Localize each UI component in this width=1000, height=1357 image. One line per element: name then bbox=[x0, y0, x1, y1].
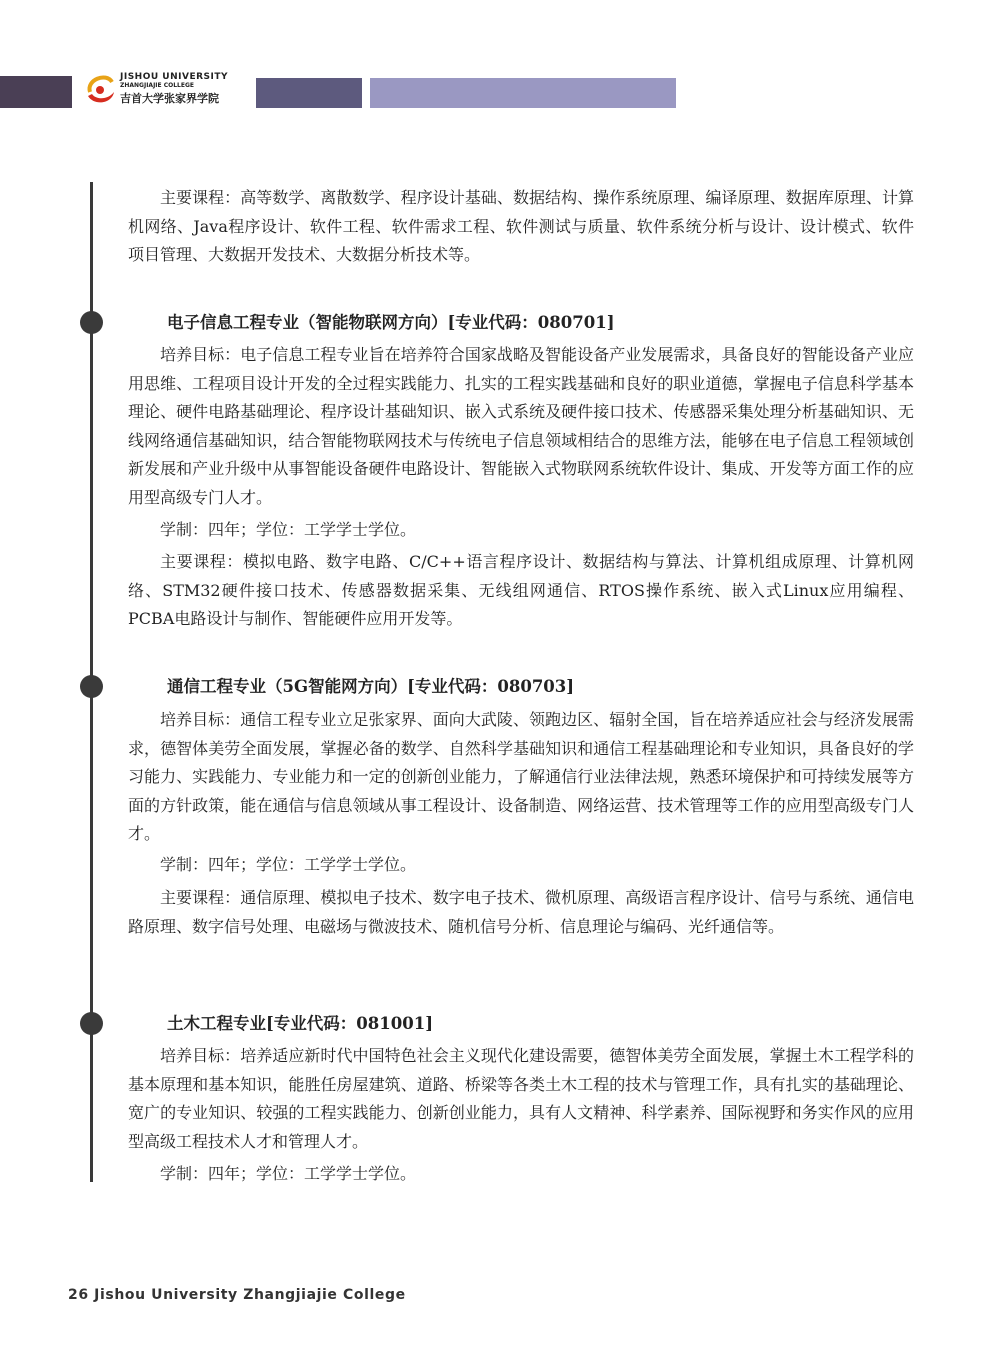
major-heading: 电子信息工程专业（智能物联网方向）[专业代码：080701] bbox=[167, 313, 615, 332]
logo-swirl-icon bbox=[84, 70, 118, 108]
logo-name-en: JISHOU UNIVERSITY bbox=[120, 72, 229, 82]
training-goal-paragraph: 培养目标：电子信息工程专业旨在培养符合国家战略及智能设备产业发展需求，具备良好的智能设备产业应用思维、工程项目设计开发的全过程实践能力、扎实的工程实践基础和良好的职业道德，掌握电子信息科学基本理论、硬件电路基础理论、程序设计基础知识、嵌入式系统及硬件接口技术、传感器采集处理分析基础知识、无线网络通信基础知识，结合智能物联网技术与传统电子信息领域相结合的思维方法，能够在电子信息工程领域创新发展和产业升级中从事智能设备硬件电路设计、智能嵌入式物联网系统软件设计、集成、开发等方面工作的应用型高级专门人才。 bbox=[128, 345, 914, 507]
college-logo bbox=[84, 70, 254, 112]
timeline-dot bbox=[80, 675, 103, 698]
major-heading: 通信工程专业（5G智能网方向）[专业代码：080703] bbox=[167, 677, 575, 696]
training-goal-paragraph: 培养目标：培养适应新时代中国特色社会主义现代化建设需要，德智体美劳全面发展，掌握土木工程学科的基本原理和基本知识，能胜任房屋建筑、道路、桥梁等各类土木工程的技术与管理工作，具有扎实的基础理论、宽广的专业知识、较强的工程实践能力、创新创业能力，具有人文精神、科学素养、国际视野和务实作风的应用型高级工程技术人才和管理人才。 bbox=[128, 1046, 914, 1151]
duration-degree-paragraph: 学制：四年；学位：工学学士学位。 bbox=[160, 1164, 417, 1183]
logo-name-cn: 吉首大学张家界学院 bbox=[120, 92, 219, 105]
duration-degree-paragraph: 学制：四年；学位：工学学士学位。 bbox=[160, 855, 417, 874]
course-list-paragraph: 主要课程：高等数学、离散数学、程序设计基础、数据结构、操作系统原理、编译原理、数据库原理、计算机网络、Java程序设计、软件工程、软件需求工程、软件测试与质量、软件系统分析与设计、设计模式、软件项目管理、大数据开发技术、大数据分析技术等。 bbox=[128, 188, 914, 264]
course-list-paragraph: 主要课程：模拟电路、数字电路、C/C++语言程序设计、数据结构与算法、计算机组成原理、计算机网络、STM32硬件接口技术、传感器数据采集、无线组网通信、RTOS操作系统、嵌入式Linux应用编程、PCBA电路设计与制作、智能硬件应用开发等。 bbox=[128, 552, 914, 628]
duration-degree-paragraph: 学制：四年；学位：工学学士学位。 bbox=[160, 520, 417, 539]
training-goal-paragraph: 培养目标：通信工程专业立足张家界、面向大武陵、领跑边区、辐射全国，旨在培养适应社会与经济发展需求，德智体美劳全面发展，掌握必备的数学、自然科学基础知识和通信工程基础理论和专业知识，具备良好的学习能力、实践能力、专业能力和一定的创新创业能力，了解通信行业法律法规，熟悉环境保护和可持续发展等方面的方针政策，能在通信与信息领域从事工程设计、设备制造、网络运营、技术管理等工作的应用型高级专门人才。 bbox=[128, 710, 914, 843]
page-footer bbox=[68, 1287, 406, 1303]
page-number: 26 bbox=[68, 1287, 89, 1303]
footer-college-name: Jishou University Zhangjiajie College bbox=[94, 1287, 406, 1303]
course-list-paragraph: 主要课程：通信原理、模拟电子技术、数字电子技术、微机原理、高级语言程序设计、信号与系统、通信电路原理、数字信号处理、电磁场与微波技术、随机信号分析、信息理论与编码、光纤通信等。 bbox=[128, 888, 914, 936]
logo-name-en-sub: ZHANGJIAJIE COLLEGE bbox=[120, 82, 194, 89]
timeline-dot bbox=[80, 311, 103, 334]
timeline-dot bbox=[80, 1012, 103, 1035]
major-heading: 土木工程专业[专业代码：081001] bbox=[167, 1014, 433, 1033]
header-bar-right bbox=[370, 78, 676, 108]
header-bar-middle bbox=[256, 78, 362, 108]
header-bar-left bbox=[0, 76, 72, 108]
